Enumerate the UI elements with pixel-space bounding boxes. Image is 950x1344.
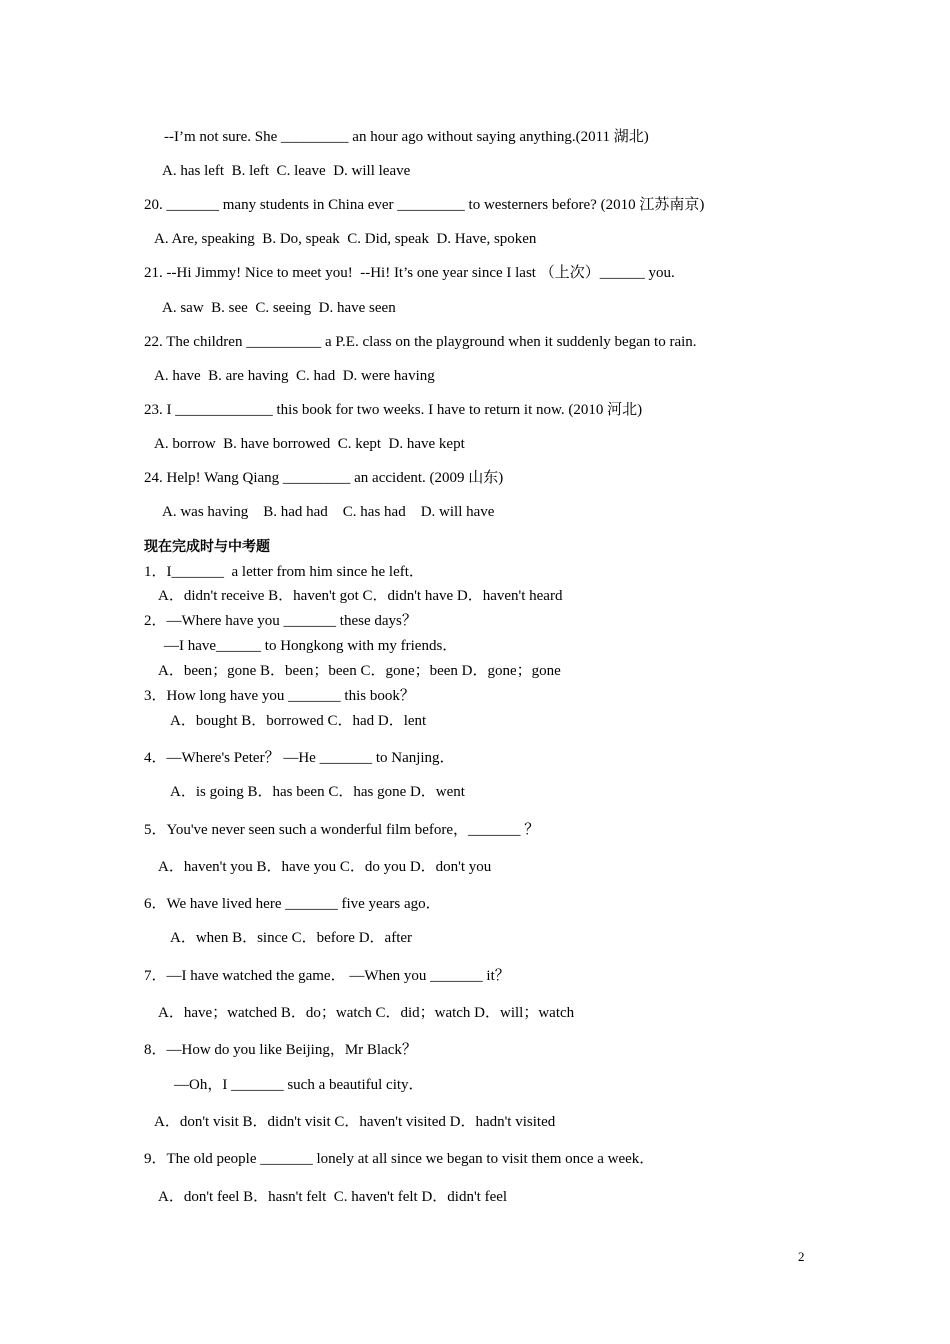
text-line: A. Are, speaking B. Do, speak C. Did, speak D. Have, spoken bbox=[154, 231, 537, 247]
text-line: A．haven't you B．have you C．do you D．don't you bbox=[158, 859, 492, 875]
text-line: 20. _______ many students in China ever _________ to westerners before? (2010 江苏南京) bbox=[144, 197, 705, 213]
text-line: A．don't feel B．hasn't felt C. haven't felt D．didn't feel bbox=[158, 1189, 508, 1205]
text-line: A. was having B. had had C. has had D. will have bbox=[162, 504, 495, 520]
text-line: 3．How long have you _______ this book？ bbox=[144, 688, 415, 704]
text-line: 8．—How do you like Beijing，Mr Black？ bbox=[144, 1042, 417, 1058]
text-line: A．is going B．has been C．has gone D．went bbox=[170, 784, 465, 800]
text-line: —Oh，I _______ such a beautiful city． bbox=[174, 1077, 424, 1093]
text-line: A．been；gone B．been；been C．gone；been D．gone；gone bbox=[158, 663, 561, 679]
text-line: 9．The old people _______ lonely at all since we began to visit them once a week． bbox=[144, 1151, 655, 1167]
text-line: A．don't visit B．didn't visit C．haven't visited D．hadn't visited bbox=[154, 1114, 556, 1130]
page-number: 2 bbox=[798, 1249, 805, 1264]
text-line: A. borrow B. have borrowed C. kept D. have kept bbox=[154, 436, 465, 452]
text-line: --I’m not sure. She _________ an hour ago without saying anything.(2011 湖北) bbox=[164, 129, 649, 145]
text-line: 21. --Hi Jimmy! Nice to meet you! --Hi! It’s one year since I last （上次）______ you. bbox=[144, 265, 675, 281]
text-line: A．didn't receive B．haven't got C．didn't have D．haven't heard bbox=[158, 588, 563, 604]
text-line: 22. The children __________ a P.E. class on the playground when it suddenly began to rain. bbox=[144, 334, 697, 350]
text-line: 23. I _____________ this book for two weeks. I have to return it now. (2010 河北) bbox=[144, 402, 643, 418]
text-line: —I have______ to Hongkong with my friends． bbox=[164, 638, 458, 654]
text-line: A．when B．since C．before D．after bbox=[170, 930, 413, 946]
text-line: A. has left B. left C. leave D. will leave bbox=[162, 163, 411, 179]
text-line: 5．You've never seen such a wonderful film before，_______ ？ bbox=[144, 822, 540, 838]
text-line: 1．I_______ a letter from him since he left． bbox=[144, 564, 424, 580]
text-line: 6．We have lived here _______ five years ago． bbox=[144, 896, 441, 912]
text-line: A．have；watched B．do；watch C．did；watch D．will；watch bbox=[158, 1005, 575, 1021]
text-line: 7．—I have watched the game． —When you _______ it？ bbox=[144, 968, 510, 984]
text-line: 24. Help! Wang Qiang _________ an accident. (2009 山东) bbox=[144, 470, 504, 486]
text-line: 4．—Where's Peter？ —He _______ to Nanjing． bbox=[144, 750, 455, 766]
text-line: 2．—Where have you _______ these days？ bbox=[144, 613, 417, 629]
text-line: A．bought B．borrowed C．had D．lent bbox=[170, 713, 427, 729]
text-line: A. saw B. see C. seeing D. have seen bbox=[162, 300, 396, 316]
text-line: A. have B. are having C. had D. were having bbox=[154, 368, 435, 384]
section-heading: 现在完成时与中考题 bbox=[144, 539, 270, 555]
